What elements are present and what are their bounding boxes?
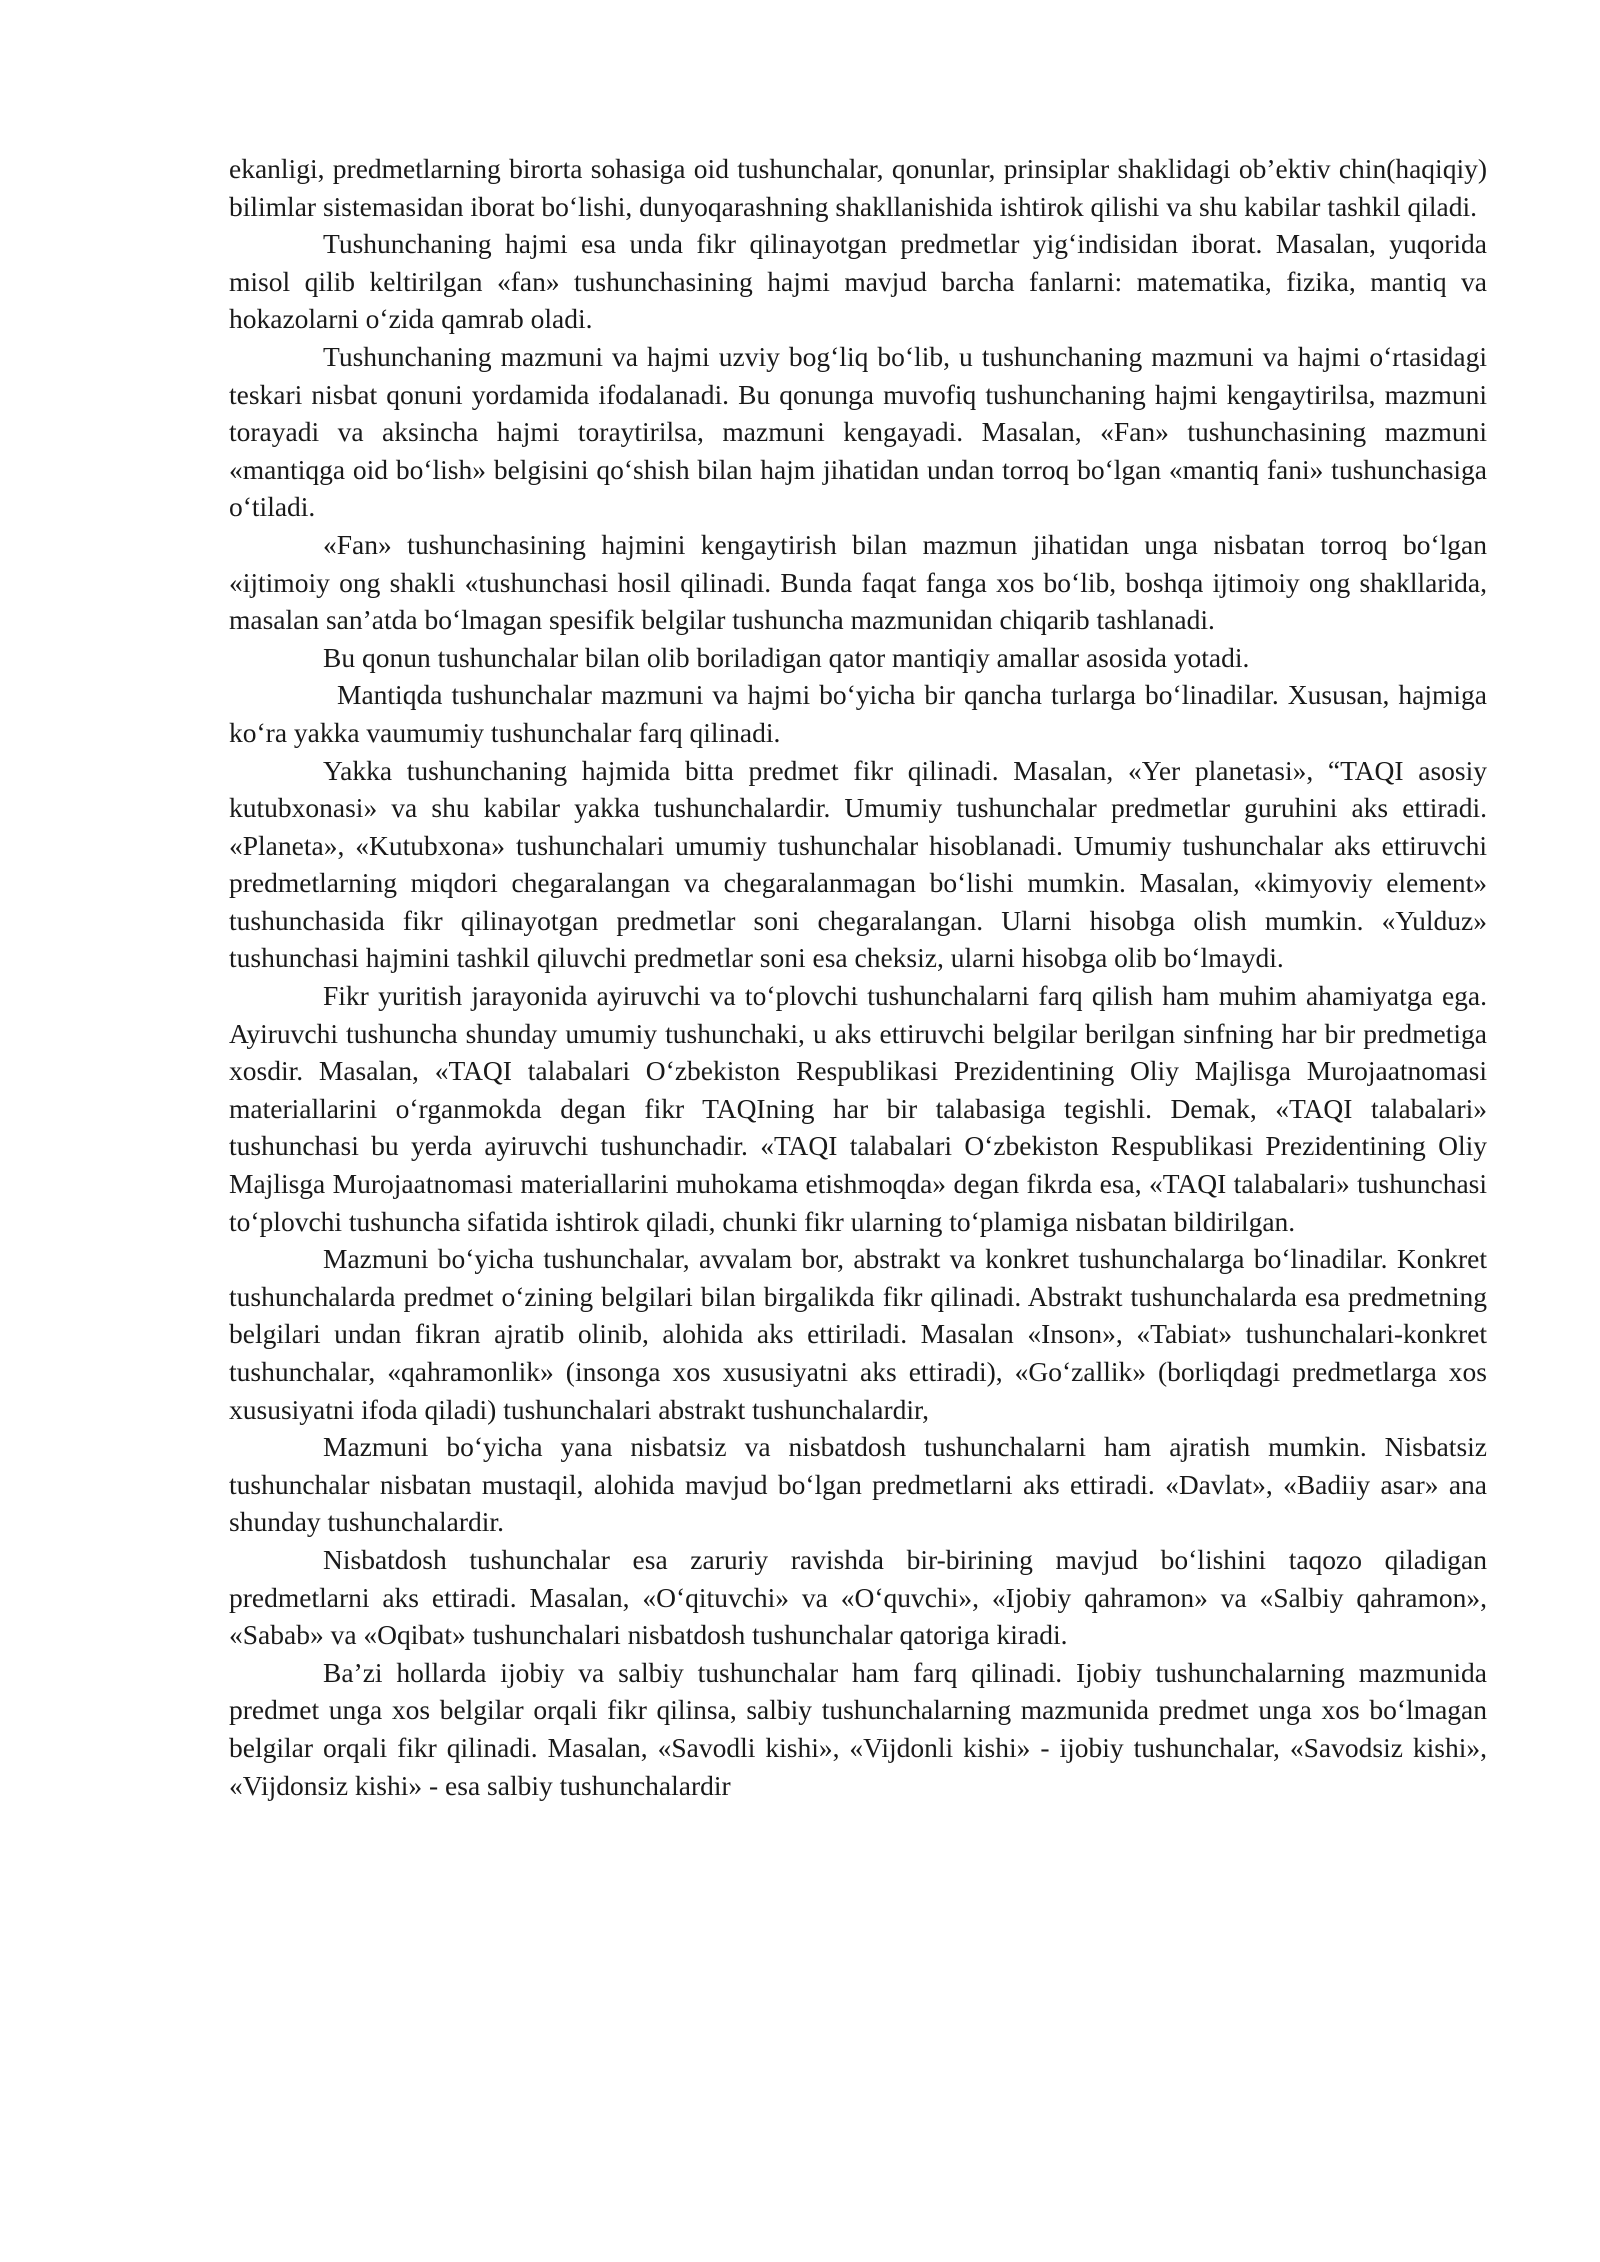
paragraph-law-basis: Bu qonun tushunchalar bilan olib boriladigan qator mantiqiy amallar asosida yotadi. — [323, 641, 1250, 673]
paragraph-singular-general: Yakka tushunchaning hajmida bitta predmet fikr qilinadi. Masalan, «Yer planetasi», “TAQI asosiy kutubxonasi» va shu kabilar yakka tushunchalardir. Umumiy tushunchalar predmetlar guruhini aks ettiradi. «Planeta», «Kutubxona» tushunchalari umumiy tushunchalar hisoblanadi. Umumiy tushunchalar aks ettiruvchi predmetlarning miqdori chegaralangan va chegaralanmagan bo‘lishi mumkin. Masalan, «kimyoviy element» tushunchasida fikr qilinayotgan predmetlar soni chegaralangan. Ularni hisobga olish mumkin. «Yulduz» tushunchasi hajmini tashkil qiluvchi predmetlar soni esa cheksiz, ularni hisobga olib bo‘lmaydi. — [229, 754, 1487, 974]
paragraph-correlative: Nisbatdosh tushunchalar esa zaruriy ravishda bir-birining mavjud bo‘lishini taqozo qiladigan predmetlarni aks ettiradi. Masalan, «O‘qituvchi» va «O‘quvchi», «Ijobiy qahramon» va «Salbiy qahramon», «Sabab» va «Oqibat» tushunchalari nisbatdosh tushunchalar qatoriga kiradi. — [229, 1543, 1487, 1651]
paragraph-dividing-collective: Fikr yuritish jarayonida ayiruvchi va to‘plovchi tushunchalarni farq qilish ham muhim ahamiyatga ega. Ayiruvchi tushuncha shunday umumiy tushunchaki, u aks ettiruvchi belgilar berilgan sinfning har bir predmetiga xosdir. Masalan, «TAQI talabalari O‘zbekiston Respublikasi Prezidentining Oliy Majlisga Murojaatnomasi materiallarini o‘rganmokda degan fikr TAQIning har bir talabasiga tegishli. Demak, «TAQI talabalari» tushunchasi bu yerda ayiruvchi tushunchadir. «TAQI talabalari O‘zbekiston Respublikasi Prezidentining Oliy Majlisga Murojaatnomasi materiallarini muhokama etishmoqda» degan fikrda esa, «TAQI talabalari» tushunchasi to‘plovchi tushuncha sifatida ishtirok qiladi, chunki fikr ularning to‘plamiga nisbatan bildirilgan. — [229, 980, 1487, 1237]
paragraph-concept-types: Mantiqda tushunchalar mazmuni va hajmi bo‘yicha bir qancha turlarga bo‘linadilar. Xususan, hajmiga ko‘ra yakka vaumumiy tushunchalar farq qilinadi. — [229, 679, 1487, 748]
paragraph-fan-expansion: «Fan» tushunchasining hajmini kengaytirish bilan mazmun jihatidan unga nisbatan torroq bo‘lgan «ijtimoiy ong shakli «tushunchasi hosil qilinadi. Bunda faqat fanga xos bo‘lib, boshqa ijtimoiy ong shakllarida, masalan san’atda bo‘lmagan spesifik belgilar tushuncha mazmunidan chiqarib tashlanadi. — [229, 528, 1487, 636]
document-page — [229, 150, 1487, 1804]
paragraph-abstract-concrete: Mazmuni bo‘yicha tushunchalar, avvalam bor, abstrakt va konkret tushunchalarga bo‘linadilar. Konkret tushunchalarda predmet o‘zining belgilari bilan birgalikda fikr qilinadi. Abstrakt tushunchalarda esa predmetning belgilari undan fikran ajratib olinib, alohida aks ettiriladi. Masalan «Inson», «Tabiat» tushunchalari-konkret tushunchalar, «qahramonlik» (insonga xos xususiyatni aks ettiradi), «Go‘zallik» (borliqdagi predmetlarga xos xususiyatni ifoda qiladi) tushunchalari abstrakt tushunchalardir, — [229, 1243, 1487, 1425]
paragraph-positive-negative: Ba’zi hollarda ijobiy va salbiy tushunchalar ham farq qilinadi. Ijobiy tushunchalarning mazmunida predmet unga xos belgilar orqali fikr qilinsa, salbiy tushunchalarning mazmunida predmet unga xos bo‘lmagan belgilar orqali fikr qilinadi. Masalan, «Savodli kishi», «Vijdonli kishi» - ijobiy tushunchalar, «Savodsiz kishi», «Vijdonsiz kishi» - esa salbiy tushunchalardir — [229, 1656, 1487, 1801]
paragraph-concept-scope: Tushunchaning hajmi esa unda fikr qilinayotgan predmetlar yig‘indisidan iborat. Masalan, yuqorida misol qilib keltirilgan «fan» tushunchasining hajmi mavjud barcha fanlarni: matematika, fizika, mantiq va hokazolarni o‘zida qamrab oladi. — [229, 228, 1487, 335]
paragraph-absolute-relative: Mazmuni bo‘yicha yana nisbatsiz va nisbatdosh tushunchalarni ham ajratish mumkin. Nisbatsiz tushunchalar nisbatan mustaqil, alohida mavjud bo‘lgan predmetlarni aks ettiradi. «Davlat», «Badiiy asar» ana shunday tushunchalardir. — [229, 1431, 1487, 1538]
paragraph-content-definition: ekanligi, predmetlarning birorta sohasiga oid tushunchalar, qonunlar, prinsiplar shaklidagi ob’ektiv chin(haqiqiy) bilimlar sistemasidan iborat bo‘lishi, dunyoqarashning shakllanishida ishtirok qilishi va shu kabilar tashkil qiladi. — [229, 153, 1487, 222]
paragraph-inverse-law: Tushunchaning mazmuni va hajmi uzviy bog‘liq bo‘lib, u tushunchaning mazmuni va hajmi o‘rtasidagi teskari nisbat qonuni yordamida ifodalanadi. Bu qonunga muvofiq tushunchaning hajmi kengaytirilsa, mazmuni torayadi va aksincha hajmi toraytirilsa, mazmuni kengayadi. Masalan, «Fan» tushunchasining mazmuni «mantiqga oid bo‘lish» belgisini qo‘shish bilan hajm jihatidan undan torroq bo‘lgan «mantiq fani» tushunchasiga o‘tiladi. — [229, 340, 1487, 523]
